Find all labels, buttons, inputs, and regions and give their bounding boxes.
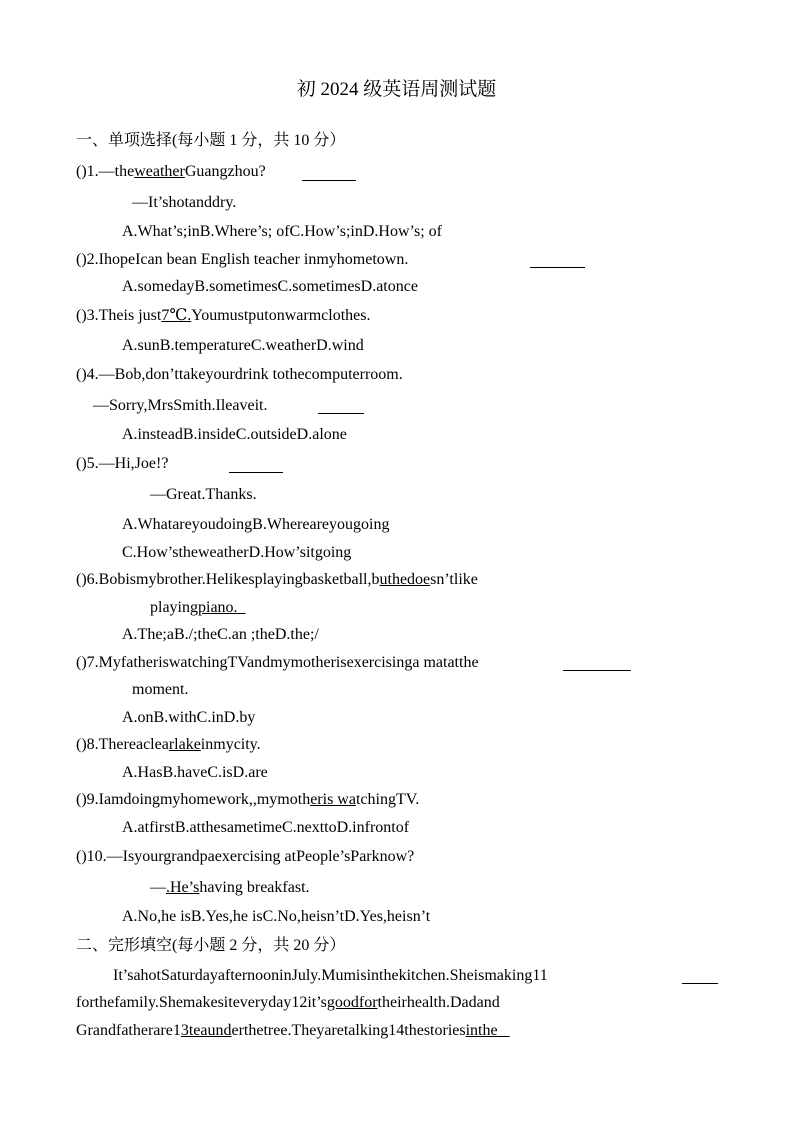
passage-line-1: It’sahotSaturdayafternooninJuly.Mumisinthekitchen.Sheismaking11 [113, 967, 548, 984]
answer-blank-2 [530, 267, 585, 268]
question-3-options: A.sunB.temperatureC.weatherD.wind [122, 337, 364, 354]
question-6-stem: ()6.Bobismybrother.Helikesplayingbasketball,buthedoesn’tlike [76, 571, 478, 588]
question-7-line-2: moment. [132, 681, 189, 698]
question-8-options: A.HasB.haveC.isD.are [122, 764, 268, 781]
question-10-stem: ()10.—Isyourgrandpaexercising atPeople’sParknow? [76, 848, 415, 865]
question-9-options: A.atfirstB.atthesametimeC.nexttoD.infrontof [122, 819, 410, 836]
question-5-reply: —Great.Thanks. [150, 486, 257, 503]
question-4-stem: ()4.—Bob,don’ttakeyourdrink tothecomputerroom. [76, 366, 403, 383]
question-8-stem: ()8.Thereaclearlakeinmycity. [76, 736, 261, 753]
question-2-stem: ()2.IhopeIcan bean English teacher inmyhometown. [76, 251, 409, 268]
question-6-options: A.The;aB./;theC.an ;theD.the;/ [122, 626, 319, 643]
question-1-options: A.What’s;inB.Where’s; ofC.How’s;inD.How’s; of [122, 223, 442, 240]
question-6-line-2: playingpiano. [150, 599, 246, 616]
passage-line-2: forthefamily.Shemakesiteveryday12it’sgoodfortheirhealth.Dadand [76, 994, 500, 1011]
answer-blank-7 [563, 670, 631, 671]
question-3-stem: ()3.Theis just7℃.Youmustputonwarmclothes. [76, 307, 371, 324]
section-1-heading: 一、单项选择(每小题 1 分，共 10 分） [76, 132, 346, 149]
question-4-options: A.insteadB.insideC.outsideD.alone [122, 426, 347, 443]
answer-blank-1 [302, 180, 356, 181]
passage-line-3: Grandfatherare13teaunderthetree.Theyaretalking14thestoriesinthe [76, 1022, 498, 1039]
question-2-options: A.somedayB.sometimesC.sometimesD.atonce [122, 278, 418, 295]
answer-blank-11 [682, 983, 718, 984]
page-title: 初 2024 级英语周测试题 [296, 79, 497, 100]
question-10-reply: —.He’shaving breakfast. [150, 879, 310, 896]
answer-blank-5 [229, 472, 283, 473]
question-10-options: A.No,he isB.Yes,he isC.No,heisn’tD.Yes,heisn’t [122, 908, 431, 925]
section-2-heading: 二、完形填空(每小题 2 分，共 20 分） [76, 937, 346, 954]
question-4-reply: —Sorry,MrsSmith.Ileaveit. [93, 397, 268, 414]
question-5-stem: ()5.—Hi,Joe!? [76, 455, 169, 472]
question-9-stem: ()9.Iamdoingmyhomework,,mymotheris watchingTV. [76, 791, 420, 808]
question-7-stem: ()7.MyfatheriswatchingTVandmymotherisexercisinga matatthe [76, 654, 479, 671]
question-1-reply: —It’shotanddry. [132, 194, 237, 211]
question-7-options: A.onB.withC.inD.by [122, 709, 256, 726]
question-5-options-2: C.How’stheweatherD.How’sitgoing [122, 544, 352, 561]
answer-blank-4 [318, 413, 364, 414]
question-1-stem: ()1.—theweatherGuangzhou? [76, 163, 266, 180]
question-5-options: A.WhatareyoudoingB.Whereareyougoing [122, 516, 390, 533]
